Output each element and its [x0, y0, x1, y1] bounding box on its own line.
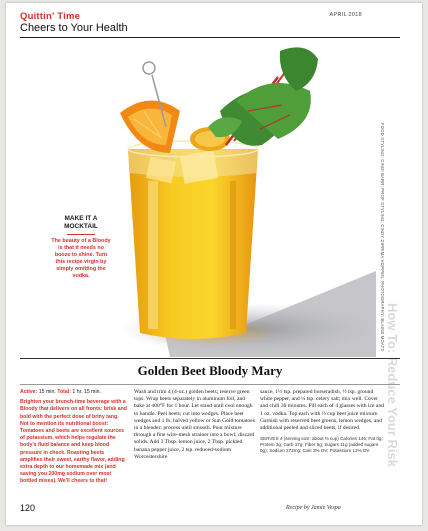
issue-date: APRIL 2018	[329, 12, 362, 18]
nutrition-info: SERVES 4 (serving size: about ⅔ cup) Calories 146; Fat 0g; Protein 3g; Carb 17g; Fiber 5g; Sugars 11g (added sugars 0g); Sodium 273mg; Calc 3% DV; Potassium 12% DV	[260, 436, 383, 454]
recipe-method-column-2	[260, 389, 386, 454]
mocktail-callout	[50, 215, 112, 280]
photo-credit: FOOD STYLING: CINDI BARR; PROP STYLING: CINDY DIPRIMA HOPPEN; PHOTOGRAPHY: BLAINE MOATS	[380, 123, 385, 352]
mocktail-divider	[67, 234, 95, 235]
total-time: 1 hr. 15 min.	[72, 389, 101, 395]
recipe-byline: Recipe by Jamie Vespa	[286, 505, 341, 511]
magazine-page	[6, 3, 422, 525]
recipe-method-column-1	[134, 389, 256, 461]
recipe-intro-column	[20, 389, 128, 486]
recipe-method-text-2: sauce, 1½ tsp. prepared horseradish, ½ tsp. ground white pepper, and ¼ tsp. celery salt; mix well. Cover and chill 30 minutes. Fill each of 4 glasses with ice and 1 oz. vodka. Top each with ⅔ cup beet juice mixture. Garnish with reserved beet greens, lemon wedges, and additional peeled and sliced beets, if desired.	[260, 389, 384, 432]
mocktail-body: The beauty of a Bloody is that it needs no booze to shine. Turn this recipe virgin by simply omitting the vodka.	[51, 238, 111, 279]
header-rule	[20, 37, 400, 38]
recipe-time: Active: 15 min. Total: 1 hr. 15 min.	[20, 389, 101, 395]
page-number: 120	[20, 503, 36, 513]
title-rule-top	[20, 358, 400, 359]
cocktail-photo	[20, 41, 376, 357]
mocktail-label: MAKE IT A MOCKTAIL	[64, 215, 98, 230]
recipe-method-text-1: Wash and trim 4 (4-oz.) golden beets; reserve green tops. Wrap beets separately in aluminum foil, and bake at 400°F for 1 hour. Let stand until cool enough to handle. Peel beets; cut into wedges. Place beet wedges and 1 lb. halved yellow or Sun Gold tomatoes in a blender; process until smooth. Pour mixture through a fine wire-mesh strainer into a bowl; discard solids. Add 3 Tbsp. lemon juice, 2 Tbsp. pickled banana pepper juice, 2 tsp. reduced-sodium Worcestershire	[134, 389, 255, 460]
title-rule-bottom	[20, 384, 400, 385]
section-title: Cheers to Your Health	[20, 22, 128, 34]
recipe-title: Golden Beet Bloody Mary	[137, 363, 283, 378]
section-label: Quittin' Time	[20, 11, 81, 22]
active-time: 15 min.	[38, 389, 56, 395]
recipe-intro: Brighten your brunch-time beverage with a Bloody that delivers on all fronts: brisk and bold with the perfect dose of briny tang. Not to mention its nutritional boost: Tomatoes and beets are excellent sources of potassium, which helps regulate the body's fluid balance and keep blood pressure in check. Roasting beets amplifies their sweet, earthy flavor, adding extra depth to our homemade mix (and saving you 200mg sodium over most bottled mixes). We'll cheers to that!	[20, 399, 127, 485]
